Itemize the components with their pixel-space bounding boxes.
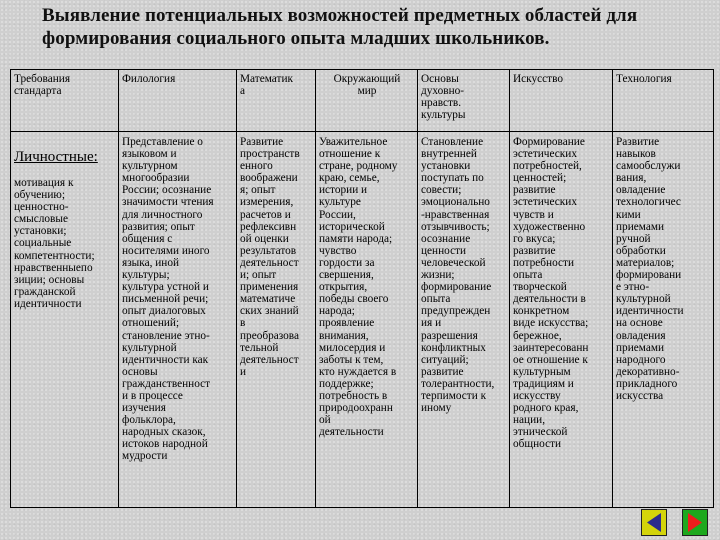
table-header-row xyxy=(11,70,714,132)
header-art: Искусство xyxy=(510,70,613,132)
back-button[interactable] xyxy=(641,509,667,536)
forward-button[interactable] xyxy=(682,509,708,536)
table-row xyxy=(11,132,714,508)
cell-mathematics: Развитие пространств енного воображени я; опыт измерения, расчетов и рефлексивн ой оценки результатов деятельност и; опыт применения математиче ских знаний в преобразова тельной деятельност и xyxy=(237,132,316,508)
requirements-text: мотивация к обучению; ценностно- смысловые установки; социальные компетентности; нравственныепо зиции; основы гражданской идентичности xyxy=(14,177,95,310)
cell-requirements xyxy=(11,132,119,508)
header-spiritual: Основы духовно- нравств. культуры xyxy=(418,70,510,132)
opportunities-table xyxy=(10,69,714,508)
header-technology: Технология xyxy=(613,70,714,132)
cell-philology: Представление о языковом и культурном многообразии России; осознание значимости чтения для личностного развития; опыт общения с носителями иного языка, иной культуры; культура устной и письменной речи; опыт диалоговых отношений; становление этно- культурной идентичности как основы гражданственност и в процессе изучения фольклора, народных сказок, истоков народной мудрости xyxy=(119,132,237,508)
cell-technology: Развитие навыков самообслужи вания, овладение технологичес кими приемами ручной обработки материалов; формировани е этно- культурной идентичности на основе овладения приемами народного декоративно- прикладного искусства xyxy=(613,132,714,508)
header-mathematics: Математик а xyxy=(237,70,316,132)
header-requirements: Требования стандарта xyxy=(11,70,119,132)
requirements-label: Личностные: xyxy=(14,149,98,165)
triangle-right-icon xyxy=(683,510,707,535)
header-philology: Филология xyxy=(119,70,237,132)
page-title: Выявление потенциальных возможностей предметных областей для формирования социального опыта младших школьников. xyxy=(42,5,638,49)
cell-world: Уважительное отношение к стране, родному краю, семье, истории и культуре России, исторической памяти народа; чувство гордости за свершения, открытия, победы своего народа; проявление внимания, милосердия и заботы к тем, кто нуждается в поддержке; потребность в природоохранн ой деятельности xyxy=(316,132,418,508)
cell-spiritual: Становление внутренней установки поступать по совести; эмоционально -нравственная отзывчивость; осознание ценности человеческой жизни; формирование опыта предупрежден ия и разрешения конфликтных ситуаций; развитие толерантности, терпимости к иному xyxy=(418,132,510,508)
cell-art: Формирование эстетических потребностей, ценностей; развитие эстетических чувств и художественно го вкуса; развитие потребности опыта творческой деятельности в конкретном виде искусства; бережное, заинтересованн ое отношение к культурным традициям и искусству родного края, нации, этнической общности xyxy=(510,132,613,508)
triangle-left-icon xyxy=(642,510,666,535)
header-world: Окружающий мир xyxy=(316,70,418,132)
